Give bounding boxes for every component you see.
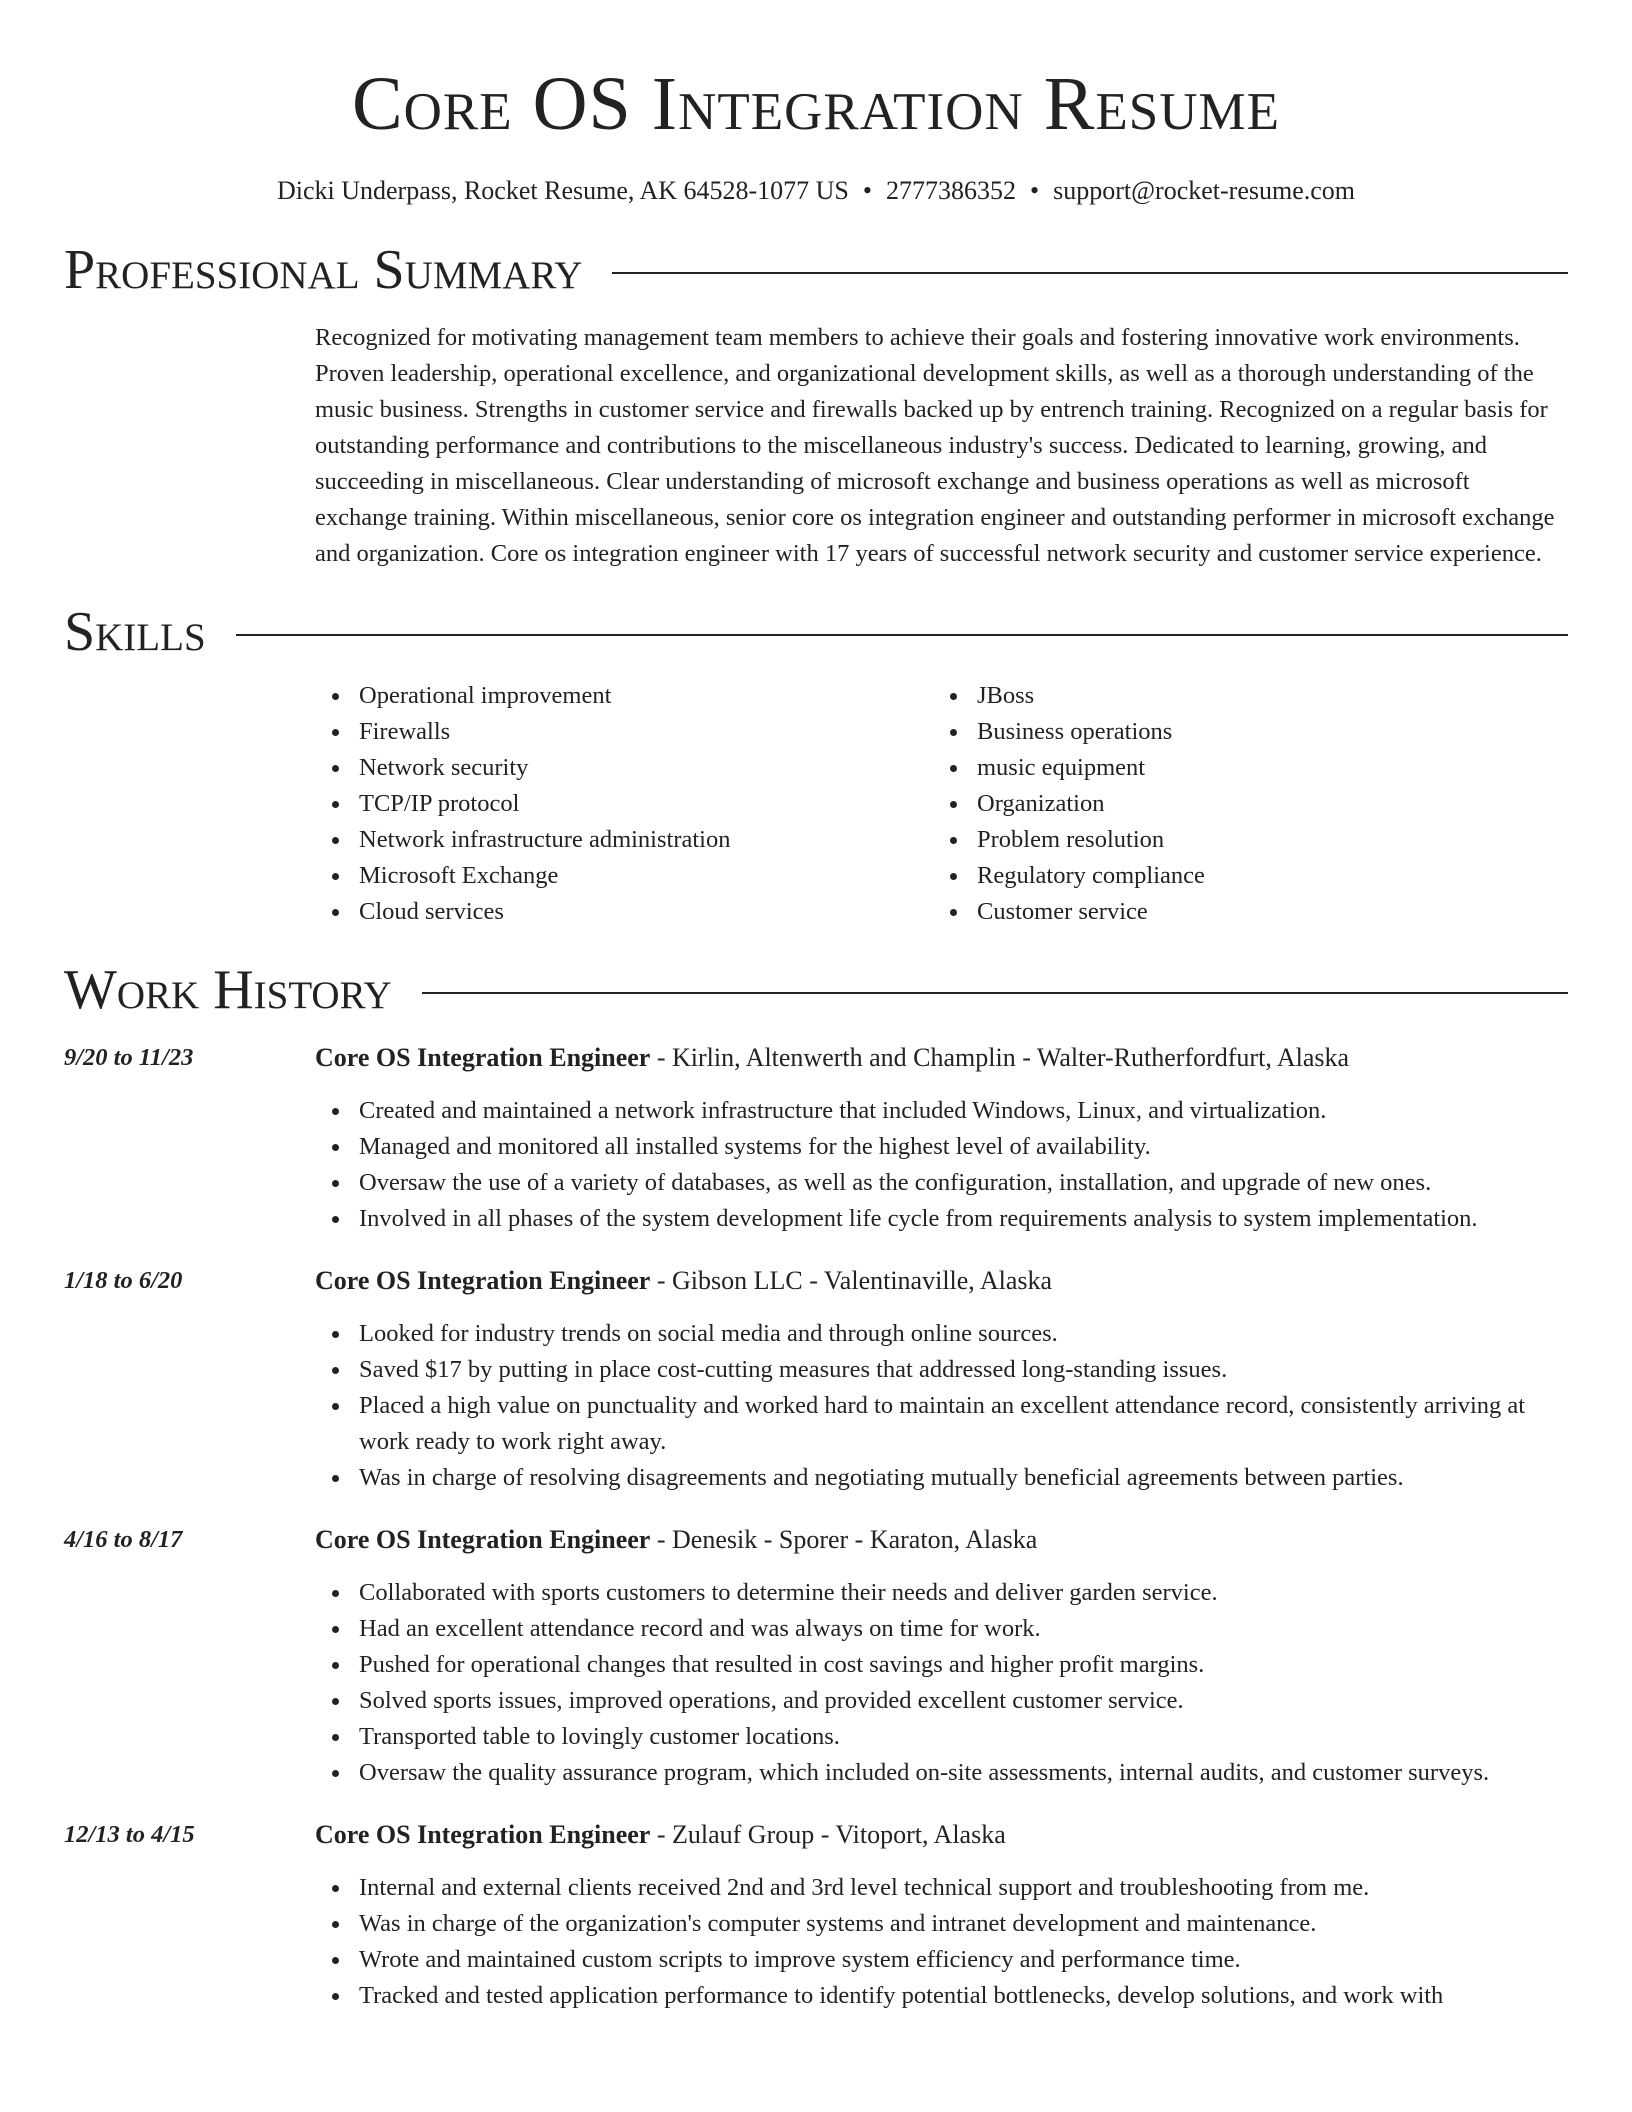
skills-column-right [933, 678, 1551, 930]
job-dates: 4/16 to 8/17 [64, 1526, 183, 1553]
contact-line [64, 174, 1568, 208]
skill-item: Network security [315, 750, 933, 786]
contact-separator: • [862, 176, 872, 205]
contact-phone: 2777386352 [886, 176, 1016, 205]
skill-item: Firewalls [315, 714, 933, 750]
contact-address: Dicki Underpass, Rocket Resume, AK 64528-1077 US [276, 176, 849, 205]
job-bullets [315, 1316, 1568, 1496]
job-bullet: Placed a high value on punctuality and worked hard to maintain an excellent attendance record, consistently arriving at work ready to work right away. [315, 1388, 1568, 1460]
job-employer: - Zulauf Group - Vitoport, Alaska [650, 1820, 1006, 1849]
skill-item: Network infrastructure administration [315, 822, 933, 858]
job-details [315, 1817, 1568, 2014]
contact-separator: • [1030, 176, 1040, 205]
job-bullet: Created and maintained a network infrastructure that included Windows, Linux, and virtualization. [315, 1093, 1568, 1129]
job-bullet: Oversaw the quality assurance program, which included on-site assessments, internal audits, and customer surveys. [315, 1755, 1568, 1791]
job-headline [315, 1263, 1568, 1299]
job-bullet: Collaborated with sports customers to determine their needs and deliver garden service. [315, 1575, 1568, 1611]
skill-item: Problem resolution [933, 822, 1551, 858]
job-bullet: Pushed for operational changes that resulted in cost savings and higher profit margins. [315, 1647, 1568, 1683]
resume-header [64, 0, 1568, 208]
skill-item: Cloud services [315, 894, 933, 930]
job-dates: 1/18 to 6/20 [64, 1267, 183, 1294]
skills-list [315, 678, 1568, 930]
skill-item: Regulatory compliance [933, 858, 1551, 894]
summary-text: Recognized for motivating management team members to achieve their goals and fostering innovative work environments. Proven leadership, operational excellence, and organizational development skills, as well as a thorough understanding of the music business. Strengths in customer service and firewalls backed up by entrench training. Recognized on a regular basis for outstanding performance and contributions to the miscellaneous industry's success. Dedicated to learning, growing, and succeeding in miscellaneous. Clear understanding of microsoft exchange and business operations as well as microsoft exchange training. Within miscellaneous, senior core os integration engineer and outstanding performer in microsoft exchange and organization. Core os integration engineer with 17 years of successful network security and customer service experience. [315, 324, 1555, 567]
job-bullet: Involved in all phases of the system development life cycle from requirements analysis to system implementation. [315, 1201, 1568, 1237]
job-title: Core OS Integration Engineer [315, 1820, 651, 1849]
skills-section-header [64, 600, 1568, 664]
job-dates: 9/20 to 11/23 [64, 1044, 194, 1071]
job-bullet: Had an excellent attendance record and was always on time for work. [315, 1611, 1568, 1647]
job-bullet: Saved $17 by putting in place cost-cutting measures that addressed long-standing issues. [315, 1352, 1568, 1388]
job-entry [64, 1817, 1568, 2014]
work-section-title: Work History [64, 959, 392, 1021]
job-bullet: Wrote and maintained custom scripts to improve system efficiency and performance time. [315, 1942, 1568, 1978]
job-bullet: Oversaw the use of a variety of databases, as well as the configuration, installation, and upgrade of new ones. [315, 1165, 1568, 1201]
job-title: Core OS Integration Engineer [315, 1525, 651, 1554]
job-bullet: Looked for industry trends on social media and through online sources. [315, 1316, 1568, 1352]
section-divider [612, 272, 1568, 274]
job-details [315, 1040, 1568, 1237]
skills-column-left [315, 678, 933, 930]
job-employer: - Gibson LLC - Valentinaville, Alaska [650, 1266, 1053, 1295]
skill-item: Microsoft Exchange [315, 858, 933, 894]
job-headline [315, 1817, 1568, 1853]
job-bullets [315, 1575, 1568, 1791]
job-headline [315, 1522, 1568, 1558]
skill-item: Operational improvement [315, 678, 933, 714]
job-employer: - Kirlin, Altenwerth and Champlin - Walter-Rutherfordfurt, Alaska [650, 1043, 1350, 1072]
section-divider [236, 634, 1568, 636]
skill-item: TCP/IP protocol [315, 786, 933, 822]
job-bullet: Internal and external clients received 2nd and 3rd level technical support and troubleshooting from me. [315, 1870, 1568, 1906]
skills-section-title: Skills [64, 601, 206, 663]
skill-item: music equipment [933, 750, 1551, 786]
job-bullet: Was in charge of the organization's computer systems and intranet development and maintenance. [315, 1906, 1568, 1942]
job-headline [315, 1040, 1568, 1076]
job-bullet: Solved sports issues, improved operations, and provided excellent customer service. [315, 1683, 1568, 1719]
resume-title: Core OS Integration Resume [351, 62, 1281, 146]
contact-email: support@rocket-resume.com [1053, 176, 1356, 205]
summary-section-header [64, 238, 1568, 302]
job-details [315, 1522, 1568, 1791]
job-entry [64, 1522, 1568, 1791]
summary-section-title: Professional Summary [64, 239, 583, 301]
job-bullets [315, 1093, 1568, 1237]
section-divider [422, 992, 1568, 994]
work-section-header [64, 958, 1568, 1022]
job-entry [64, 1040, 1568, 1237]
job-bullet: Transported table to lovingly customer locations. [315, 1719, 1568, 1755]
job-details [315, 1263, 1568, 1496]
skill-item: Customer service [933, 894, 1551, 930]
skill-item: Business operations [933, 714, 1551, 750]
job-bullets [315, 1870, 1568, 2014]
skill-item: JBoss [933, 678, 1551, 714]
job-bullet: Tracked and tested application performance to identify potential bottlenecks, develop solutions, and work with [315, 1978, 1568, 2014]
job-employer: - Denesik - Sporer - Karaton, Alaska [650, 1525, 1038, 1554]
job-bullet: Was in charge of resolving disagreements and negotiating mutually beneficial agreements between parties. [315, 1460, 1568, 1496]
job-bullet: Managed and monitored all installed systems for the highest level of availability. [315, 1129, 1568, 1165]
job-title: Core OS Integration Engineer [315, 1043, 651, 1072]
job-dates: 12/13 to 4/15 [64, 1821, 195, 1848]
job-title: Core OS Integration Engineer [315, 1266, 651, 1295]
job-entry [64, 1263, 1568, 1496]
skill-item: Organization [933, 786, 1551, 822]
